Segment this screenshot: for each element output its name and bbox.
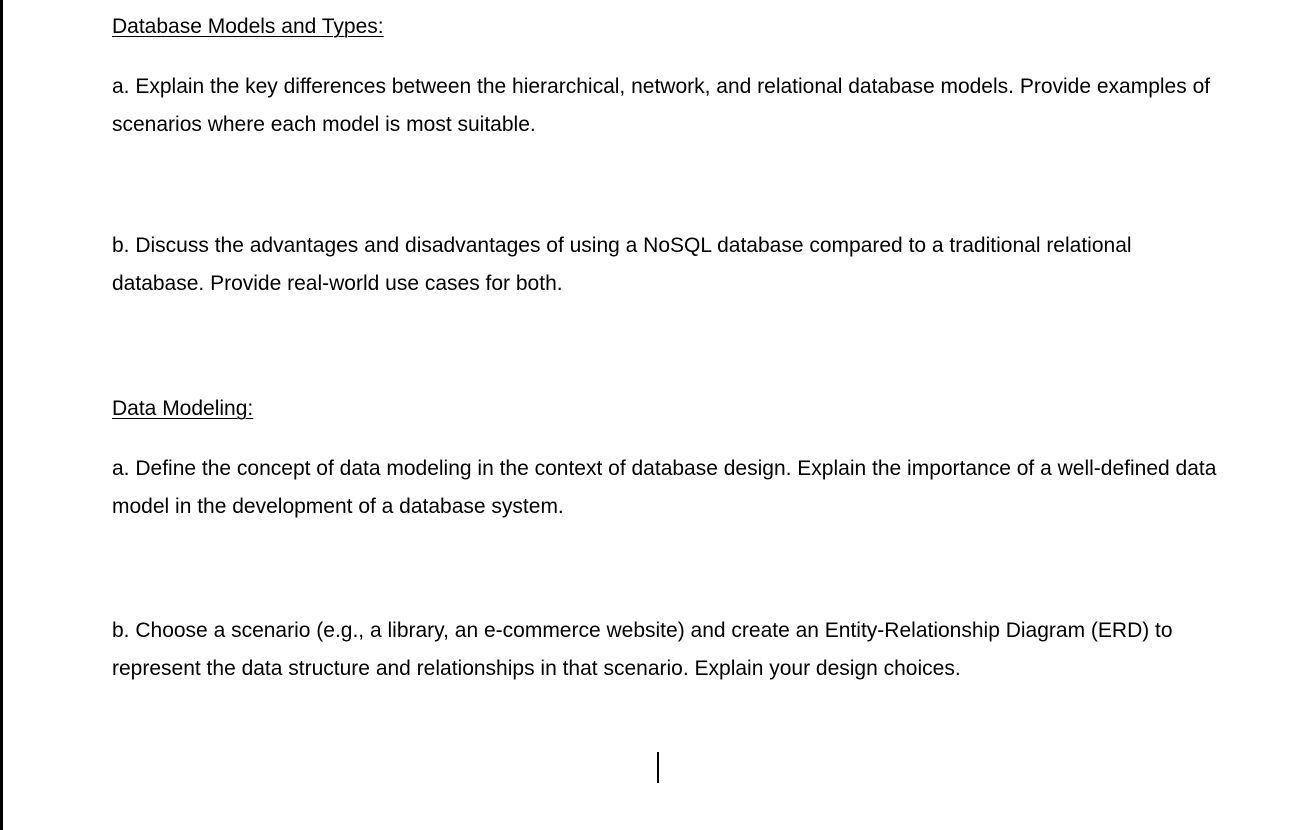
section-heading-data-modeling: Data Modeling:	[112, 397, 254, 420]
paragraph-modeling-b: b. Choose a scenario (e.g., a library, an e-commerce website) and create an Entity-Relationship Diagram (ERD) to represent the data structure and relationships in that scenario. Explain your design choices.	[112, 619, 1173, 680]
paragraph-models-a: a. Explain the key differences between the hierarchical, network, and relational database models. Provide examples of scenarios where each model is most suitable.	[112, 75, 1211, 136]
text-cursor	[657, 752, 659, 783]
page-left-edge	[0, 0, 3, 830]
document-body[interactable]	[112, 0, 1232, 830]
paragraph-models-b: b. Discuss the advantages and disadvantages of using a NoSQL database compared to a traditional relational database. Provide real-world use cases for both.	[112, 234, 1132, 295]
paragraph-modeling-a: a. Define the concept of data modeling in the context of database design. Explain the importance of a well-defined data model in the development of a database system.	[112, 457, 1217, 518]
section-heading-database-models: Database Models and Types:	[112, 15, 384, 38]
